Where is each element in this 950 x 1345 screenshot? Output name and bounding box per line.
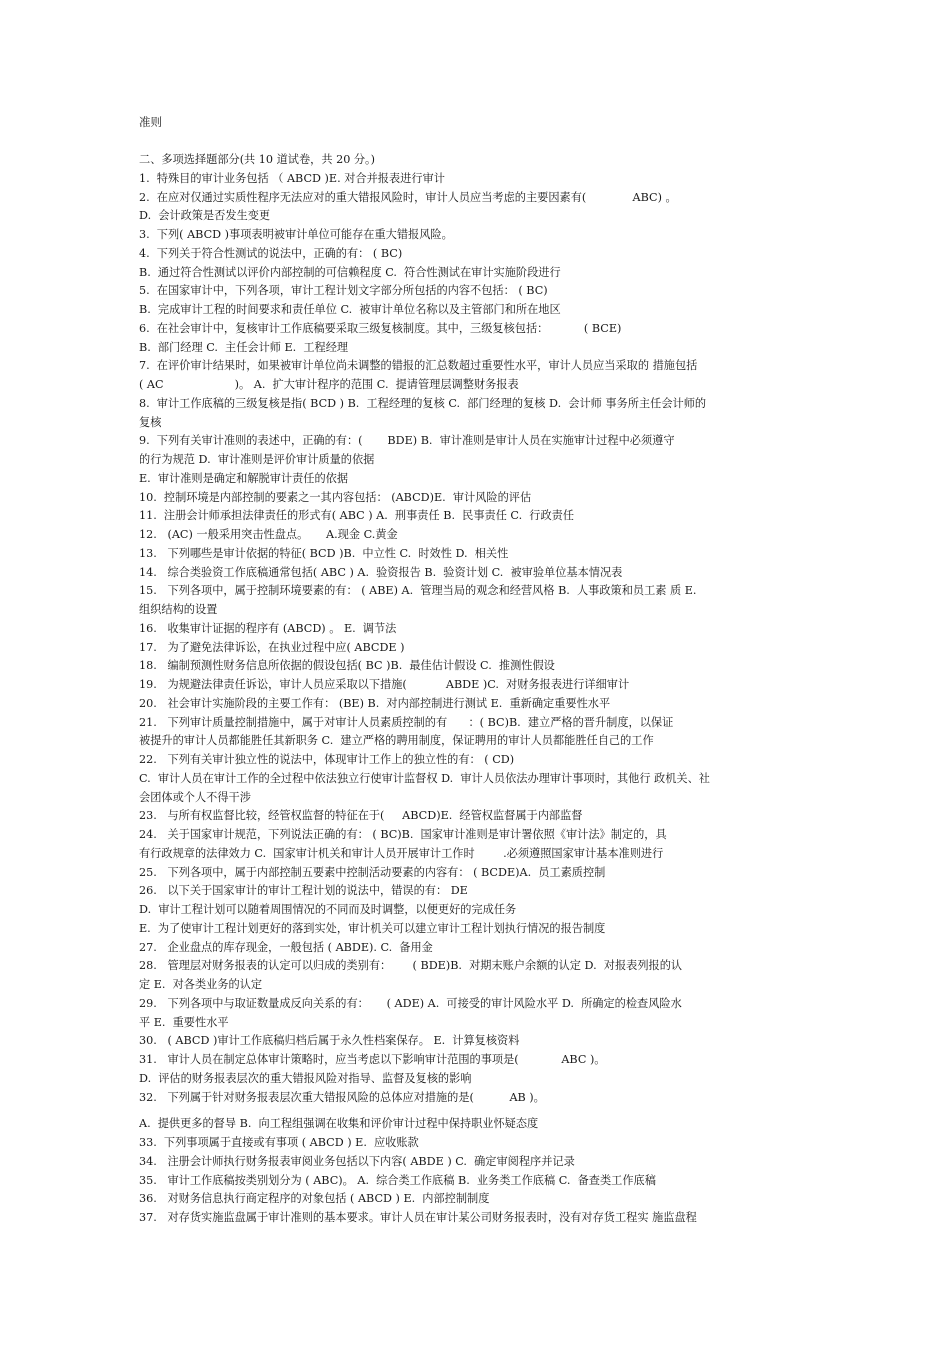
text-line: 复核 [139,415,162,429]
text-line: 5. 在国家审计中，下列各项，审计工程计划文字部分所包括的内容不包括： ( BC) [139,284,548,298]
text-line: 19. 为规避法律责任诉讼，审计人员应采取以下措施( ABDE )C. 对财务报表进行详细审计 [139,678,630,691]
text-line: ( AC )。 A. 扩大审计程序的范围 C. 提请管理层调整财务报表 [139,378,519,391]
text-line: B. 完成审计工程的时间要求和责任单位 C. 被审计单位名称以及主管部门和所在地区 [139,303,561,316]
text-line: 1. 特殊目的审计业务包括 （ ABCD )E. 对合并报表进行审计 [139,171,445,185]
question-list [139,151,819,1228]
text-line: 14. 综合类验资工作底稿通常包括( ABC ) A. 验资报告 B. 验资计划 C. 被审验单位基本情况表 [139,565,623,579]
text-line: E. 审计准则是确定和解脱审计责任的依据 [139,471,349,485]
text-line: 组织结构的设置 [139,603,218,616]
text-line: 37. 对存货实施监盘属于审计准则的基本要求。审计人员在审计某公司财务报表时，没有对存货工程实 施监盘程 [139,1211,697,1224]
text-line: 17. 为了避免法律诉讼，在执业过程中应( ABCDE ) [139,640,405,654]
text-line: 27. 企业盘点的库存现金，一般包括 ( ABDE). C. 备用金 [139,940,433,954]
text-line: 35. 审计工作底稿按类别划分为 ( ABC)。 A. 综合类工作底稿 B. 业务类工作底稿 C. 备查类工作底稿 [139,1173,656,1187]
text-line: D. 评估的财务报表层次的重大错报风险对指导、监督及复核的影响 [139,1071,472,1085]
page-heading: 准则 [139,115,162,129]
text-line: 30. ( ABCD )审计工作底稿归档后属于永久性档案保存。 E. 计算复核资料 [139,1034,520,1048]
text-line: 21. 下列审计质量控制措施中，属于对审计人员素质控制的有 ：( BC)B. 建立严格的晋升制度，以保证 [139,715,674,729]
text-line: 的行为规范 D. 审计准则是评价审计质量的依据 [139,453,375,466]
text-line: 11. 注册会计师承担法律责任的形式有( ABC ) A. 刑事责任 B. 民事责任 C. 行政责任 [139,509,575,523]
text-line: 3. 下列( ABCD )事项表明被审计单位可能存在重大错报风险。 [139,228,453,241]
text-line: 有行政规章的法律效力 C. 国家审计机关和审计人员开展审计工作时 .必须遵照国家审计基本准则进行 [139,846,664,860]
text-line: 15. 下列各项中，属于控制环境要素的有： ( ABE) A. 管理当局的观念和经营风格 B. 人事政策和员工素 质 E. [139,584,697,598]
text-line: 34. 注册会计师执行财务报表审阅业务包括以下内容( ABDE ) C. 确定审阅程序并记录 [139,1154,575,1168]
text-line: 被提升的审计人员都能胜任其新职务 C. 建立严格的聘用制度，保证聘用的审计人员都能胜任自己的工作 [139,734,654,748]
text-line: D. 会计政策是否发生变更 [139,209,271,223]
blank-line [139,1107,819,1115]
text-line: A. 提供更多的督导 B. 向工程组强调在收集和评价审计过程中保持职业怀疑态度 [139,1117,539,1131]
text-line: 20. 社会审计实施阶段的主要工作有： (BE) B. 对内部控制进行测试 E. 重新确定重要性水平 [139,696,611,710]
text-line: 10. 控制环境是内部控制的要素之一其内容包括： (ABCD)E. 审计风险的评估 [139,490,532,504]
text-line: 26. 以下关于国家审计的审计工程计划的说法中，错误的有： DE [139,884,468,898]
text-line: 二、多项选择题部分(共 10 道试卷，共 20 分。) [139,153,376,166]
text-line: 7. 在评价审计结果时，如果被审计单位尚未调整的错报的汇总数超过重要性水平，审计人员应当采取的 措施包括 [139,359,698,373]
text-line: 12. (AC) 一般采用突击性盘点。 A.现金 C.黄金 [139,528,398,541]
text-line: D. 审计工程计划可以随着周围情况的不同而及时调整，以便更好的完成任务 [139,903,517,916]
text-line: 6. 在社会审计中，复核审计工作底稿要采取三级复核制度。其中，三级复核包括： ( BCE) [139,321,622,335]
text-line: 9. 下列有关审计准则的表述中，正确的有：( BDE) B. 审计准则是审计人员在实施审计过程中必须遵守 [139,434,675,448]
text-line: C. 审计人员在审计工作的全过程中依法独立行使审计监督权 D. 审计人员依法办理审计事项时，其他行 政机关、社 [139,771,710,785]
text-line: 会团体或个人不得干涉 [139,790,251,804]
text-line: 36. 对财务信息执行商定程序的对象包括 ( ABCD ) E. 内部控制制度 [139,1192,490,1206]
text-line: 32. 下列属于针对财务报表层次重大错报风险的总体应对措施的是( AB )。 [139,1090,545,1104]
text-line: 25. 下列各项中，属于内部控制五要素中控制活动要素的内容有： ( BCDE)A. 员工素质控制 [139,865,606,879]
text-line: 22. 下列有关审计独立性的说法中，体现审计工作上的独立性的有： ( CD) [139,753,515,766]
text-line: 8. 审计工作底稿的三级复核是指( BCD ) B. 工程经理的复核 C. 部门经理的复核 D. 会计师 事务所主任会计师的 [139,396,707,410]
text-line: 18. 编制预测性财务信息所依据的假设包括( BC )B. 最佳估计假设 C. 推测性假设 [139,659,555,673]
text-line: 定 E. 对各类业务的认定 [139,978,263,991]
text-line: 31. 审计人员在制定总体审计策略时，应当考虑以下影响审计范围的事项是( ABC )。 [139,1053,606,1066]
text-line: 16. 收集审计证据的程序有 (ABCD) 。 E. 调节法 [139,621,397,635]
text-line: 23. 与所有权监督比较，经管权监督的特征在于( ABCD)E. 经管权监督属于内部监督 [139,809,583,823]
text-line: 13. 下列哪些是审计依据的特征( BCD )B. 中立性 C. 时效性 D. 相关性 [139,546,509,560]
text-line: 33. 下列事项属于直接或有事项 ( ABCD ) E. 应收账款 [139,1136,419,1149]
text-line: B. 部门经理 C. 主任会计师 E. 工程经理 [139,340,349,354]
text-line: 2. 在应对仅通过实质性程序无法应对的重大错报风险时，审计人员应当考虑的主要因素有( ABC) 。 [139,190,677,204]
text-line: 24. 关于国家审计规范，下列说法正确的有： ( BC)B. 国家审计准则是审计署依照《审计法》制定的，具 [139,828,667,841]
text-line: 平 E. 重要性水平 [139,1015,229,1029]
text-line: 28. 管理层对财务报表的认定可以归成的类别有： ( BDE)B. 对期末账户余额的认定 D. 对报表列报的认 [139,959,683,973]
text-line: B. 通过符合性测试以评价内部控制的可信赖程度 C. 符合性测试在审计实施阶段进行 [139,265,561,279]
text-line: E. 为了使审计工程计划更好的落到实处，审计机关可以建立审计工程计划执行情况的报告制度 [139,921,606,935]
text-line: 29. 下列各项中与取证数量成反向关系的有： ( ADE) A. 可接受的审计风险水平 D. 所确定的检查风险水 [139,996,682,1010]
text-line: 4. 下列关于符合性测试的说法中，正确的有： ( BC) [139,246,403,260]
